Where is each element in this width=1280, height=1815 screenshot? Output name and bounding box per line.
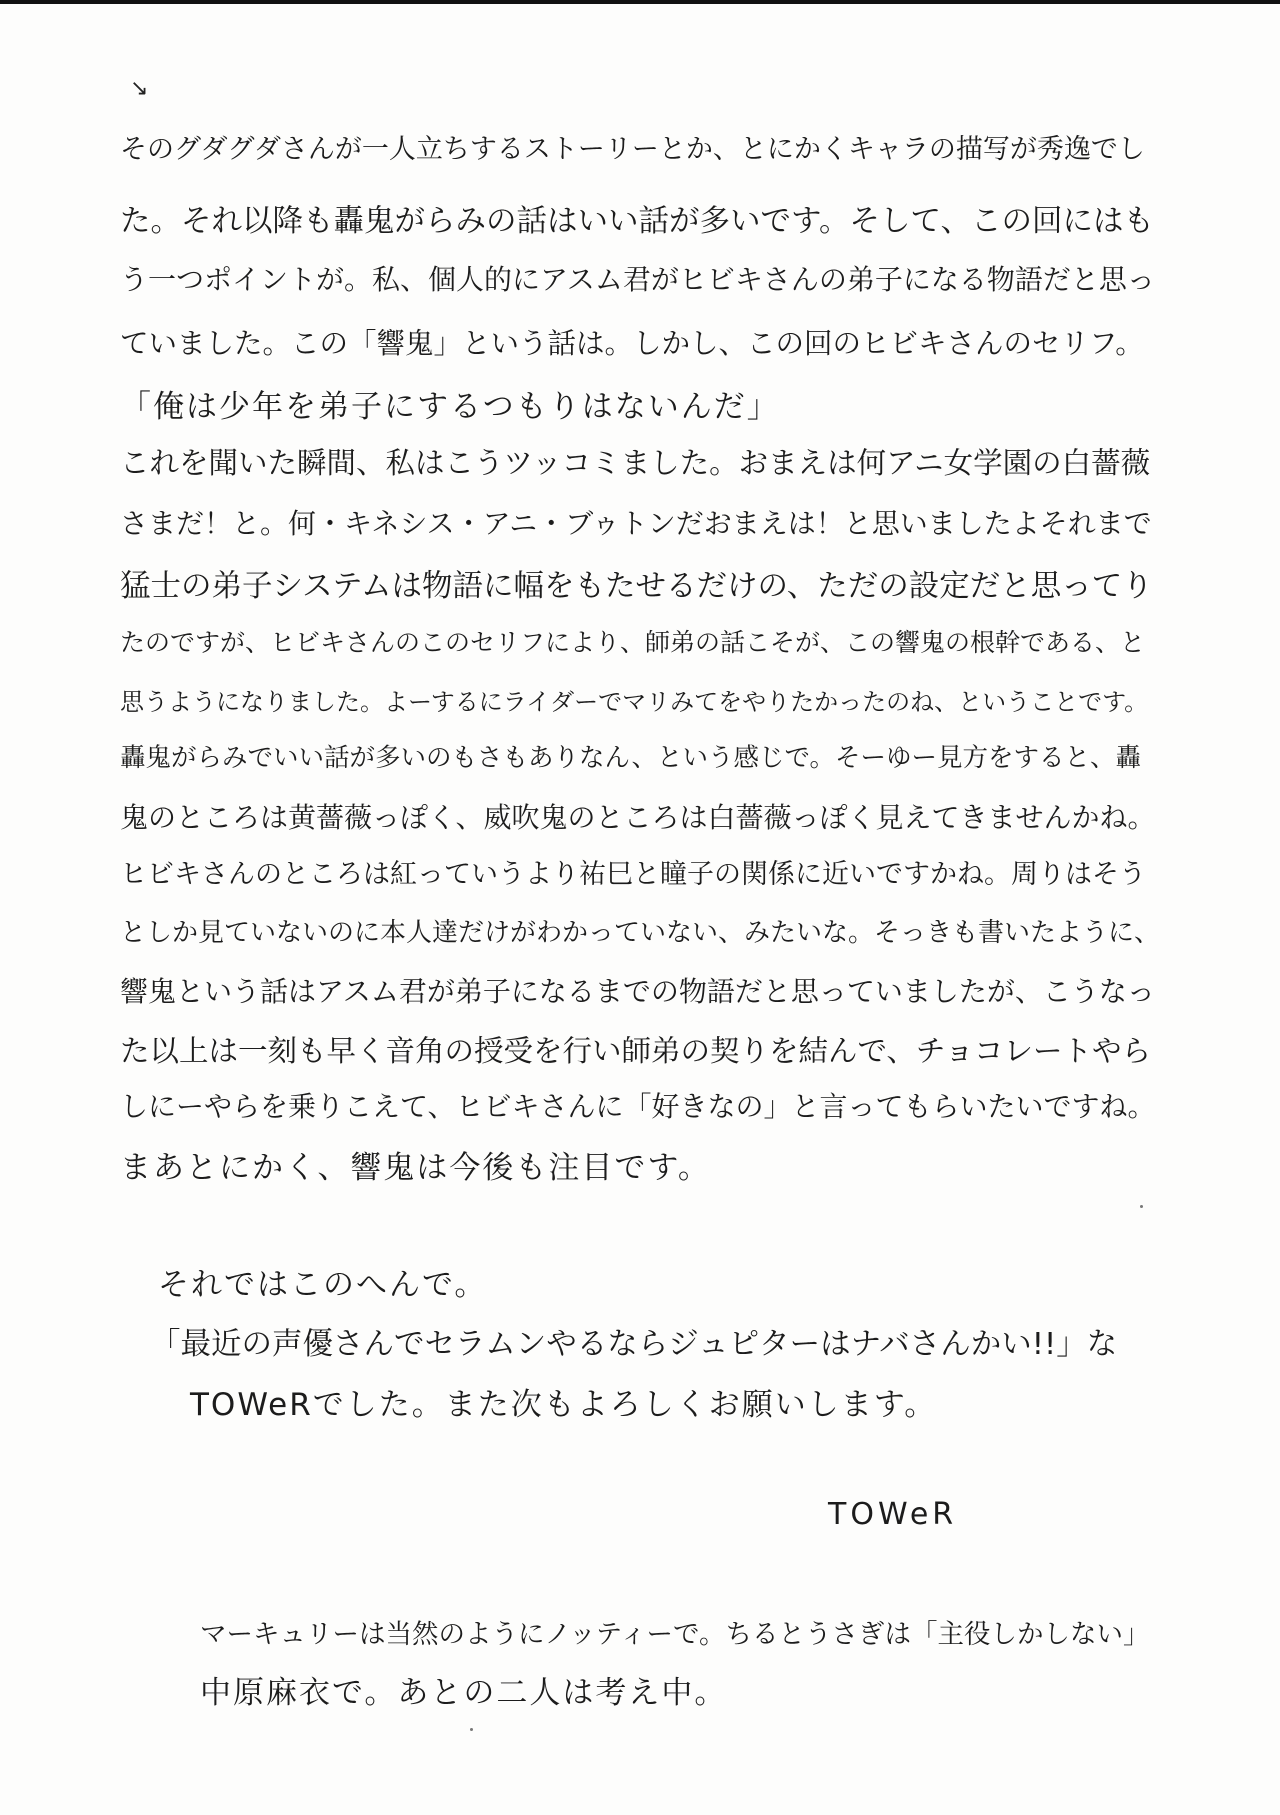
- body-line: さまだ！と。何・キネシス・アニ・ブゥトンだおまえは！と思いましたよそれまで: [120, 507, 1152, 540]
- body-line: 「俺は少年を弟子にするつもりはないんだ」: [120, 389, 780, 425]
- body-line: 響鬼という話はアスム君が弟子になるまでの物語だと思っていましたが、こうなっ: [120, 975, 1155, 1008]
- stray-ink-dot: [470, 1728, 473, 1731]
- body-line: これを聞いた瞬間、私はこうツッコミました。おまえは何アニ女学園の白薔薇: [120, 446, 1151, 480]
- body-line: う一つポイントが。私、個人的にアスム君がヒビキさんの弟子になる物語だと思っ: [120, 263, 1155, 296]
- body-line: 轟鬼がらみでいい話が多いのもさもありなん、という感じで。そーゆー見方をすると、轟: [120, 743, 1142, 773]
- body-line: としか見ていないのに本人達だけがわかっていない、みたいな。そっきも書いたように、: [120, 918, 1161, 948]
- body-line: たのですが、ヒビキさんのこのセリフにより、師弟の話こそが、この響鬼の根幹である、と: [120, 628, 1146, 657]
- top-border-rule: [0, 0, 1280, 4]
- body-line: 鬼のところは黄薔薇っぽく、威吹鬼のところは白薔薇っぽく見えてきませんかね。: [120, 801, 1156, 834]
- body-line: そのグダグダさんが一人立ちするストーリーとか、とにかくキャラの描写が秀逸でし: [120, 134, 1145, 165]
- stray-ink-dot: [1140, 1205, 1143, 1208]
- closing-line: 「最近の声優さんでセラムンやるならジュピターはナバさんかい!!」な: [150, 1327, 1118, 1362]
- body-line: 思うようになりました。よーするにライダーでマリみてをやりたかったのね、ということです。: [120, 688, 1149, 716]
- body-line: 猛士の弟子システムは物語に幅をもたせるだけの、ただの設定だと思ってり: [120, 569, 1153, 604]
- body-line: まあとにかく、響鬼は今後も注目です。: [120, 1150, 711, 1186]
- postscript-line: マーキュリーは当然のようにノッティーで。ちるとうさぎは「主役しかしない」: [200, 1619, 1150, 1650]
- body-line: た以上は一刻も早く音角の授受を行い師弟の契りを結んで、チョコレートやら: [120, 1034, 1152, 1068]
- author-signature: TOWeR: [828, 1497, 958, 1532]
- body-line: ヒビキさんのところは紅っていうより祐巳と瞳子の関係に近いですかね。周りはそう: [120, 859, 1146, 890]
- body-line: ていました。この「響鬼」という話は。しかし、この回のヒビキさんのセリフ。: [120, 327, 1144, 360]
- body-line: た。それ以降も轟鬼がらみの話はいい話が多いです。そして、この回にはも: [120, 204, 1154, 239]
- closing-line: TOWeRでした。また次もよろしくお願いします。: [190, 1387, 938, 1423]
- body-line: しにーやらを乗りこえて、ヒビキさんに「好きなの」と言ってもらいたいですね。: [120, 1090, 1156, 1123]
- closing-line: それではこのへんで。: [158, 1267, 488, 1303]
- postscript-line: 中原麻衣で。あとの二人は考え中。: [200, 1675, 728, 1711]
- corner-arrow-icon: ↘: [130, 76, 149, 101]
